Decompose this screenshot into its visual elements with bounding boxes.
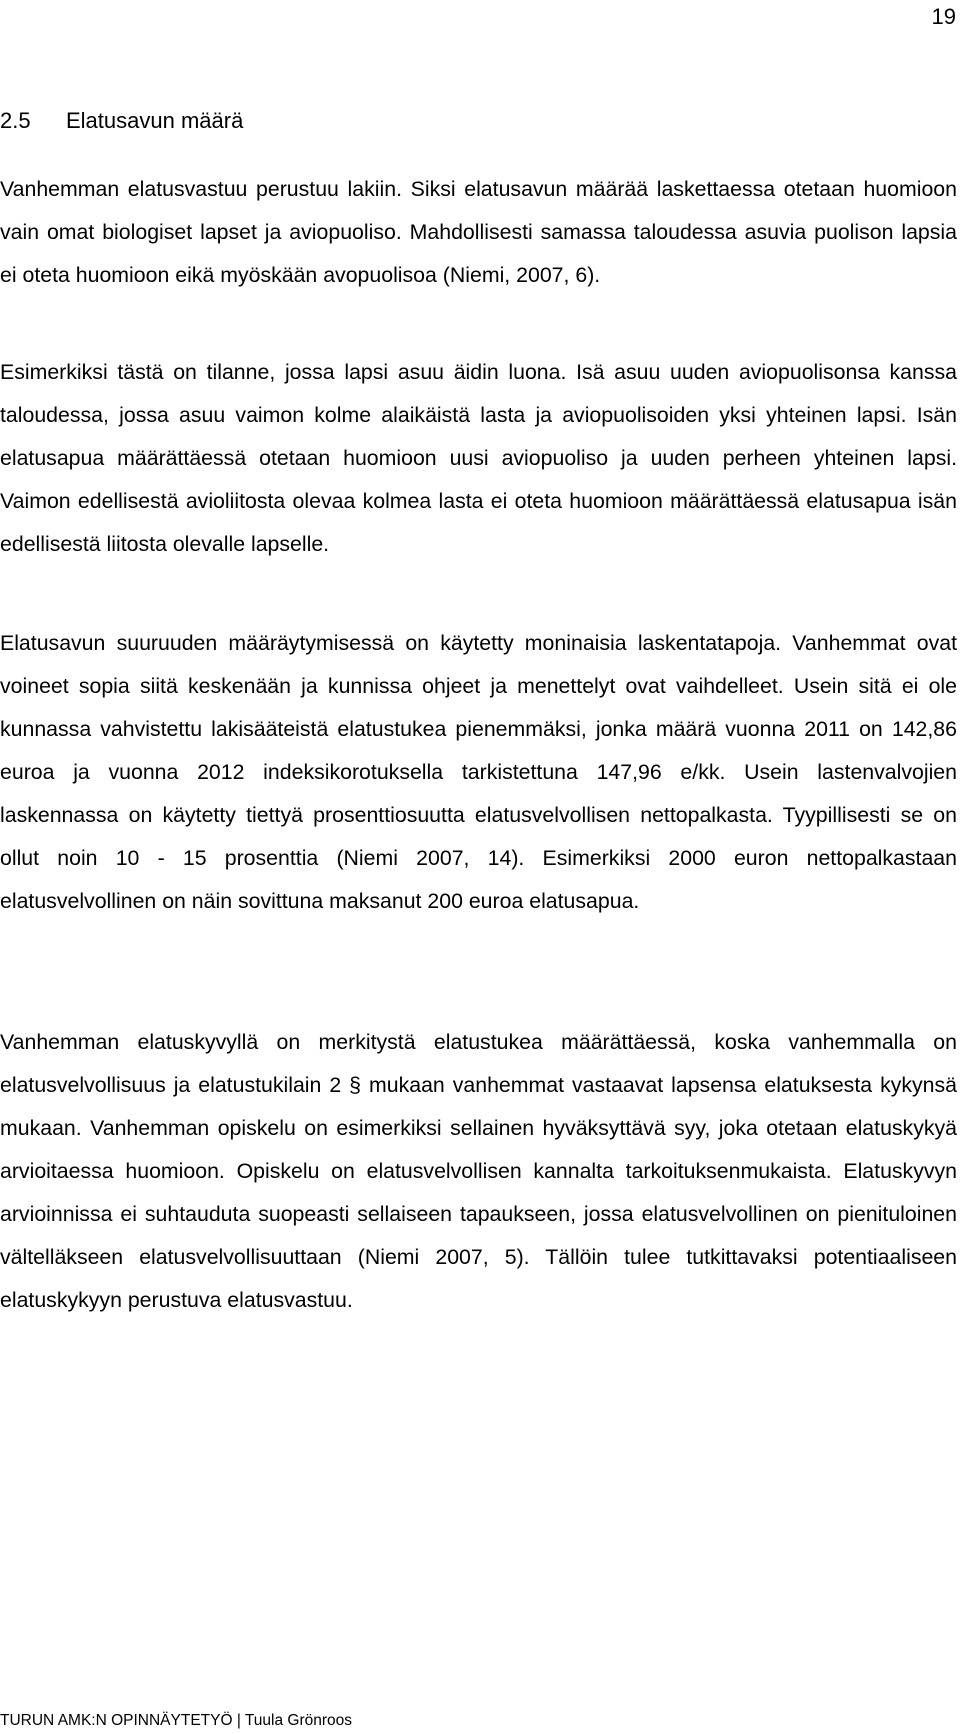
page-number: 19 (931, 4, 956, 29)
footer: TURUN AMK:N OPINNÄYTETYÖ | Tuula Grönroos (0, 1712, 352, 1729)
paragraph-4: Vanhemman elatuskyvyllä on merkitystä elatustukea määrättäessä, koska vanhemmalla on elatusvelvollisuus ja elatustukilain 2 § mukaan vanhemmat vastaavat lapsensa elatuksesta kykynsä mukaan. Vanhemman opiskelu on esimerkiksi sellainen hyväksyttävä syy, joka otetaan elatuskykyä arvioitaessa huomioon. Opiskelu on elatusvelvollisen kannalta tarkoituksenmukaista. Elatuskyvyn arvioinnissa ei suhtauduta suopeasti sellaiseen tapaukseen, jossa elatusvelvollinen on pienituloinen vältelläkseen elatusvelvollisuuttaan (Niemi 2007, 5). Tällöin tulee tutkittavaksi potentiaaliseen elatuskykyyn perustuva elatusvastuu. (0, 1030, 957, 1312)
section-number: 2.5 (0, 108, 31, 133)
paragraph-3: Elatusavun suuruuden määräytymisessä on käytetty moninaisia laskentatapoja. Vanhemmat ovat voineet sopia siitä keskenään ja kunnissa ohjeet ja menettelyt ovat vaihdelleet. Usein sitä ei ole kunnassa vahvistettu lakisääteistä elatustukea pienemmäksi, jonka määrä vuonna 2011 on 142,86 euroa ja vuonna 2012 indeksikorotuksella tarkistettuna 147,96 e/kk. Usein lastenvalvojien laskennassa on käytetty tiettyä prosenttiosuutta elatusvelvollisen nettopalkasta. Tyypillisesti se on ollut noin 10 - 15 prosenttia (Niemi 2007, 14). Esimerkiksi 2000 euron nettopalkastaan elatusvelvollinen on näin sovittuna maksanut 200 euroa elatusapua. (0, 631, 957, 913)
section-heading (0, 106, 243, 136)
paragraph-2: Esimerkiksi tästä on tilanne, jossa lapsi asuu äidin luona. Isä asuu uuden aviopuolisonsa kanssa taloudessa, jossa asuu vaimon kolme alaikäistä lasta ja aviopuolisoiden yksi yhteinen lapsi. Isän elatusapua määrättäessä otetaan huomioon uusi aviopuoliso ja uuden perheen yhteinen lapsi. Vaimon edellisestä avioliitosta olevaa kolmea lasta ei oteta huomioon määrättäessä elatusapua isän edellisestä liitosta olevalle lapselle. (0, 360, 957, 556)
paragraph-1: Vanhemman elatusvastuu perustuu lakiin. Siksi elatusavun määrää laskettaessa otetaan huomioon vain omat biologiset lapset ja aviopuoliso. Mahdollisesti samassa taloudessa asuvia puolison lapsia ei oteta huomioon eikä myöskään avopuolisoa (Niemi, 2007, 6). (0, 177, 957, 287)
section-title: Elatusavun määrä (66, 108, 244, 133)
